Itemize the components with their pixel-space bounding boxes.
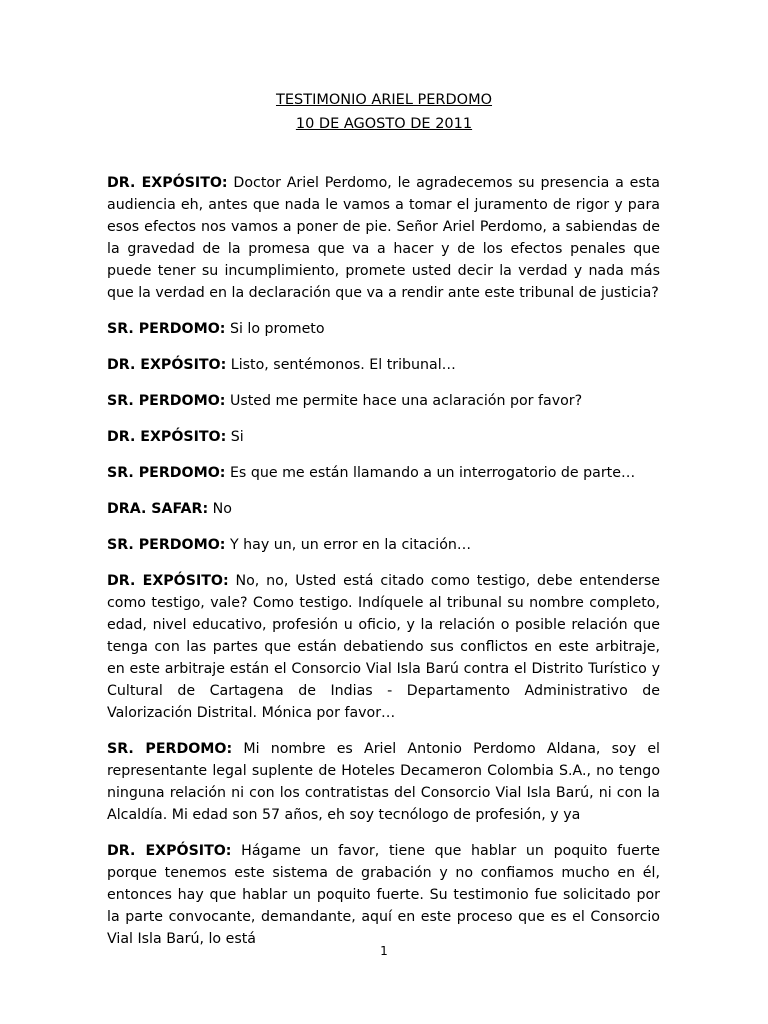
speech-text: No, no, Usted está citado como testigo, debe entenderse como testigo, vale? Como testigo. Indíquele al tribunal su nombre completo, edad, nivel educativo, profesión u oficio, y la relación o posible relación que tenga con las partes que están debatiendo sus conflictos en este arbitraje, en este arbitraje están el Consorcio Vial Isla Barú contra el Distrito Turístico y Cultural de Cartagena de Indias - Departamento Administrativo de Valorización Distrital. Mónica por favor… (107, 573, 660, 721)
transcript-paragraph (107, 354, 660, 376)
speaker-label: DR. EXPÓSITO: (107, 573, 229, 589)
speech-text: Si lo prometo (225, 321, 325, 337)
speaker-label: SR. PERDOMO: (107, 537, 226, 553)
speaker-label: SR. PERDOMO: (107, 741, 233, 757)
transcript-paragraph (107, 172, 660, 304)
transcript-paragraph (107, 738, 660, 826)
speech-text: Usted me permite hace una aclaración por favor? (225, 393, 583, 409)
transcript-paragraph (107, 390, 660, 412)
speech-text: No (208, 501, 232, 517)
transcript-paragraph (107, 498, 660, 520)
transcript-paragraph (107, 570, 660, 724)
transcript-paragraph (107, 426, 660, 448)
speaker-label: DR. EXPÓSITO: (107, 357, 227, 373)
speech-text: Mi nombre es Ariel Antonio Perdomo Aldana, soy el representante legal suplente de Hoteles Decameron Colombia S.A., no tengo ninguna relación ni con los contratistas del Consorcio Vial Isla Barú, ni con la Alcaldía. Mi edad son 57 años, eh soy tecnólogo de profesión, y ya (107, 741, 660, 823)
speaker-label: DR. EXPÓSITO: (107, 175, 228, 191)
transcript-body (107, 172, 660, 950)
speaker-label: SR. PERDOMO: (107, 465, 226, 481)
transcript-paragraph (107, 840, 660, 950)
document-title-text: TESTIMONIO ARIEL PERDOMO (275, 92, 493, 108)
transcript-paragraph (107, 534, 660, 556)
transcript-paragraph (107, 462, 660, 484)
speech-text: Listo, sentémonos. El tribunal… (226, 357, 456, 373)
speech-text: Si (226, 429, 244, 445)
speech-text: Y hay un, un error en la citación… (225, 537, 472, 553)
speaker-label: DR. EXPÓSITO: (107, 843, 232, 859)
speaker-label: DR. EXPÓSITO: (107, 429, 227, 445)
page-number: 1 (380, 944, 388, 958)
speaker-label: SR. PERDOMO: (107, 393, 226, 409)
speaker-label: SR. PERDOMO: (107, 321, 226, 337)
speech-text: Doctor Ariel Perdomo, le agradecemos su presencia a esta audiencia eh, antes que nada le vamos a tomar el juramento de rigor y para esos efectos nos vamos a poner de pie. Señor Ariel Perdomo, a sabiendas de la gravedad de la promesa que va a hacer y de los efectos penales que puede tener su incumplimiento, promete usted decir la verdad y nada más que la verdad en la declaración que va a rendir ante este tribunal de justicia? (107, 175, 660, 301)
speech-text: Hágame un favor, tiene que hablar un poquito fuerte porque tenemos este sistema de grabación y no confiamos mucho en él, entonces hay que hablar un poquito fuerte. Su testimonio fue solicitado por la parte convocante, demandante, aquí en este proceso que es el Consorcio Vial Isla Barú, lo está (107, 843, 660, 947)
speech-text: Es que me están llamando a un interrogatorio de parte… (225, 465, 636, 481)
document-date-text: 10 DE AGOSTO DE 2011 (295, 116, 473, 132)
document-title (0, 92, 768, 108)
speaker-label: DRA. SAFAR: (107, 501, 209, 517)
transcript-paragraph (107, 318, 660, 340)
document-date (0, 116, 768, 132)
